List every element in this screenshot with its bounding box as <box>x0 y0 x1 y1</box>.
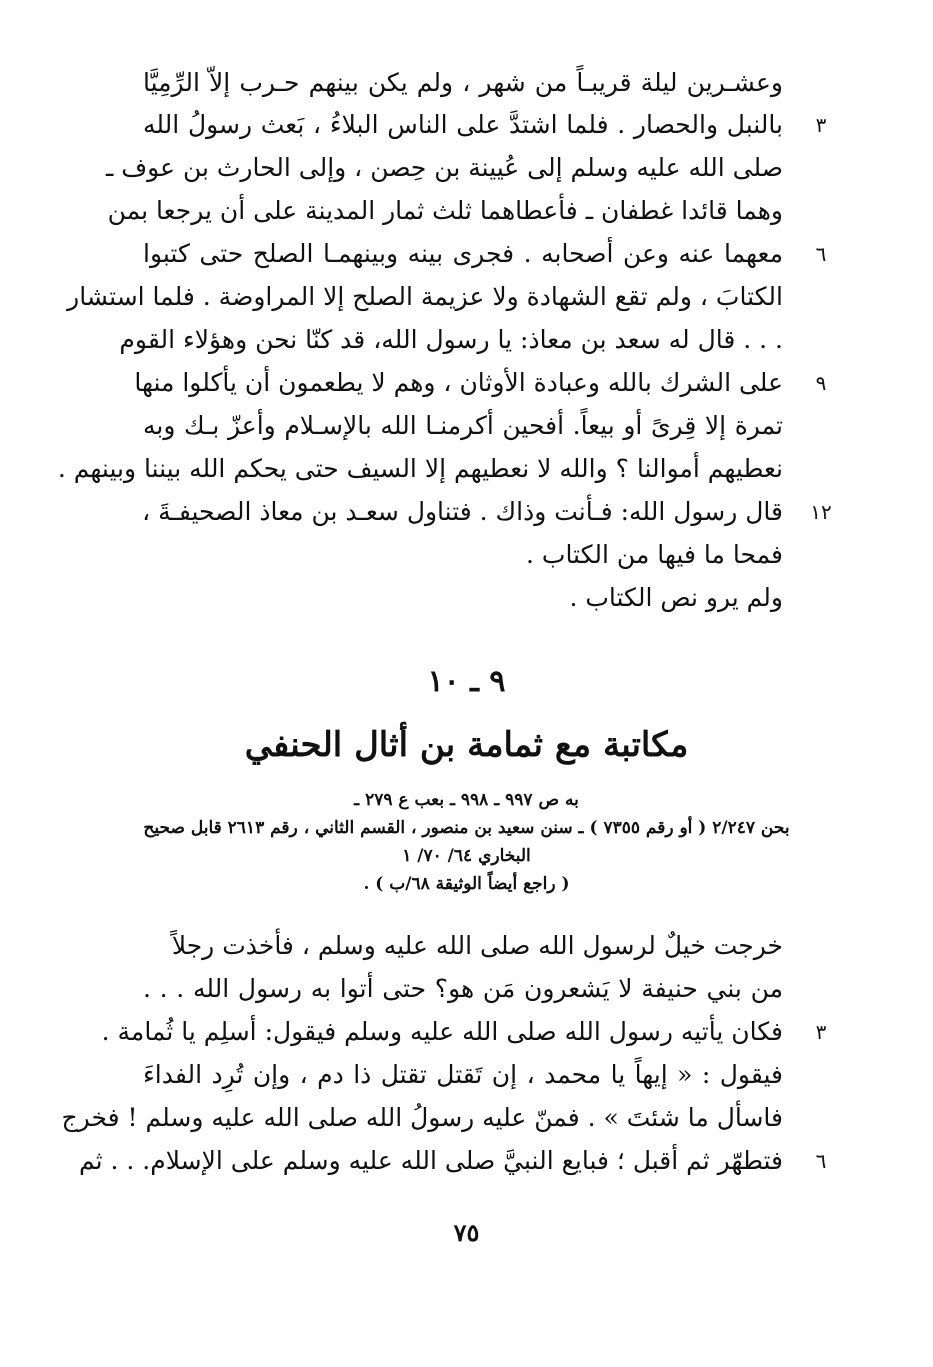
text-line: تمرة إلا قِرىً أو بيعاً. أفحين أكرمنـا الله بالإسـلام وأعزّ بـك وبه <box>143 411 783 440</box>
text-line: صلى الله عليه وسلم إلى عُيينة بن حِصن ، وإلى الحارث بن عوف ـ <box>105 153 783 182</box>
line-number: ٣ <box>815 113 827 137</box>
section-number: ٩ ـ ١٠ <box>427 664 506 699</box>
line-number: ٣ <box>815 1020 827 1044</box>
line-number: ٦ <box>815 242 827 266</box>
section-title: مكاتبة مع ثمامة بن أثال الحنفي <box>244 725 689 765</box>
text-line: وعشـرين ليلة قريبـاً من شهر ، ولم يكن بينهم حـرب إلاّ الرِّمِيَّا <box>143 68 783 97</box>
line-number: ١٢ <box>810 500 832 524</box>
text-line: فتطهّر ثم أقبل ؛ فبايع النبيَّ صلى الله عليه وسلم على الإسلام. . . ثم <box>78 1146 783 1175</box>
reference-line: البخاري ٦٤/ ٧٠/ ١ <box>402 846 531 866</box>
text-line: . . . قال له سعد بن معاذ: يا رسول الله، قد كنّا نحن وهؤلاء القوم <box>119 325 783 354</box>
text-line: خرجت خيلٌ لرسول الله صلى الله عليه وسلم ، فأخذت رجلاً <box>171 931 783 960</box>
text-line: فمحا ما فيها من الكتاب . <box>526 540 783 569</box>
text-line: فيقول : « إيهاً يا محمد ، إن تَقتل تقتل ذا دم ، وإن تُرِد الفداءَ <box>143 1060 783 1089</box>
text-line: ولم يرو نص الكتاب . <box>569 583 783 612</box>
text-line: من بني حنيفة لا يَشعرون مَن هو؟ حتى أتوا به رسول الله . . . <box>143 974 783 1003</box>
text-line: فكان يأتيه رسول الله صلى الله عليه وسلم فيقول: أسلِم يا ثُمامة . <box>101 1017 783 1046</box>
text-line: وهما قائدا غطفان ـ فأعطاهما ثلث ثمار المدينة على أن يرجعا بمن <box>107 196 783 225</box>
reference-line: به ص ٩٩٧ ـ ٩٩٨ ـ بعب ع ٢٧٩ ـ <box>354 790 579 810</box>
text-line: معهما عنه وعن أصحابه . فجرى بينه وبينهمـا الصلح حتى كتبوا <box>143 239 783 268</box>
reference-line: بحن ٢/٢٤٧ ( أو رقم ٧٣٥٥ ) ـ سنن سعيد بن منصور ، القسم الثاني ، رقم ٢٦١٣ قابل صحيح <box>143 818 790 838</box>
text-line: بالنبل والحصار . فلما اشتدَّ على الناس البلاءُ ، بَعث رسولُ الله <box>143 110 783 139</box>
reference-line: ( راجع أيضاً الوثيقة ٦٨/ب ) . <box>363 874 570 894</box>
text-line: الكتابَ ، ولم تقع الشهادة ولا عزيمة الصلح إلا المراوضة . فلما استشار <box>67 282 783 311</box>
text-line: فاسأل ما شئتَ » . فمنّ عليه رسولُ الله صلى الله عليه وسلم ! فخرج <box>61 1103 783 1132</box>
page-number: ٧٥ <box>453 1218 480 1247</box>
text-line: قال رسول الله: فـأنت وذاك . فتناول سعـد بن معاذ الصحيفـةَ ، <box>142 497 783 526</box>
line-number: ٩ <box>815 371 827 395</box>
text-line: على الشرك بالله وعبادة الأوثان ، وهم لا يطعمون أن يأكلوا منها <box>134 368 783 397</box>
text-line: نعطيهم أموالنا ؟ والله لا نعطيهم إلا السيف حتى يحكم الله بيننا وبينهم . <box>57 454 783 483</box>
line-number: ٦ <box>815 1149 827 1173</box>
